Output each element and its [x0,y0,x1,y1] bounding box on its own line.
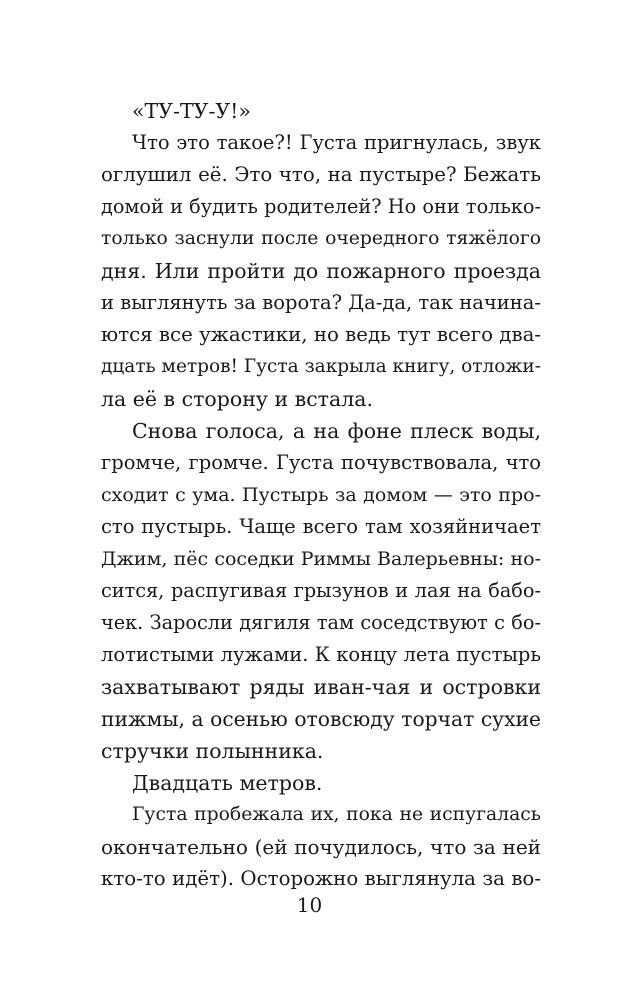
text-line: захватывают ряды иван-чая и островки [101,675,541,699]
text-line: и выглянуть за ворота? Да-да, так начина- [101,291,541,314]
text-line: стручки полынника. [101,739,324,763]
text-line: окончательно (ей почудилось, что за ней [101,835,541,859]
page-number: 10 [296,893,323,917]
paragraph [101,127,541,415]
paragraph [101,415,541,767]
text-line: пижмы, а осенью отовсюду торчат сухие [101,707,541,731]
text-line: дня. Или пройти до пожарного проезда [101,259,541,283]
text-line: ются все ужастики, но ведь тут всего два- [101,323,542,346]
text-line: сходит с ума. Пустырь за домом — это про- [101,484,541,506]
paragraph [101,767,541,799]
text-line: Снова голоса, а на фоне плеск воды, [132,419,541,443]
body-text [101,95,541,895]
paragraph [101,95,541,127]
text-line: ла её в сторону и встала. [101,387,373,411]
text-line: сится, распугивая грызунов и лая на бабо- [101,579,541,602]
text-line: Что это такое?! Густа пригнулась, звук [132,131,541,154]
text-line: Густа пробежала их, пока не испугалась [132,804,541,825]
text-line: оглушил её. Это что, на пустыре? Бежать [101,163,541,186]
text-line: кто-то идёт). Осторожно выглянула за во- [101,867,541,890]
text-line: домой и будить родителей? Но они только- [101,195,541,218]
text-line: чек. Заросли дягиля там соседствуют с бо- [101,611,541,634]
text-line: дцать метров! Густа закрыла книгу, отложи- [101,356,541,377]
text-line: Джим, пёс соседки Риммы Валерьевны: но- [101,548,541,570]
text-line: лотистыми лужами. К концу лета пустырь [101,643,541,666]
paragraph [101,799,541,895]
text-line: громче, громче. Густа почувствовала, что [101,451,541,474]
text-line: только заснули после очередного тяжёлого [101,228,541,249]
text-line: «ТУ-ТУ-У!» [132,99,251,123]
text-line: Двадцать метров. [132,771,323,795]
text-line: сто пустырь. Чаще всего там хозяйничает [101,515,541,538]
